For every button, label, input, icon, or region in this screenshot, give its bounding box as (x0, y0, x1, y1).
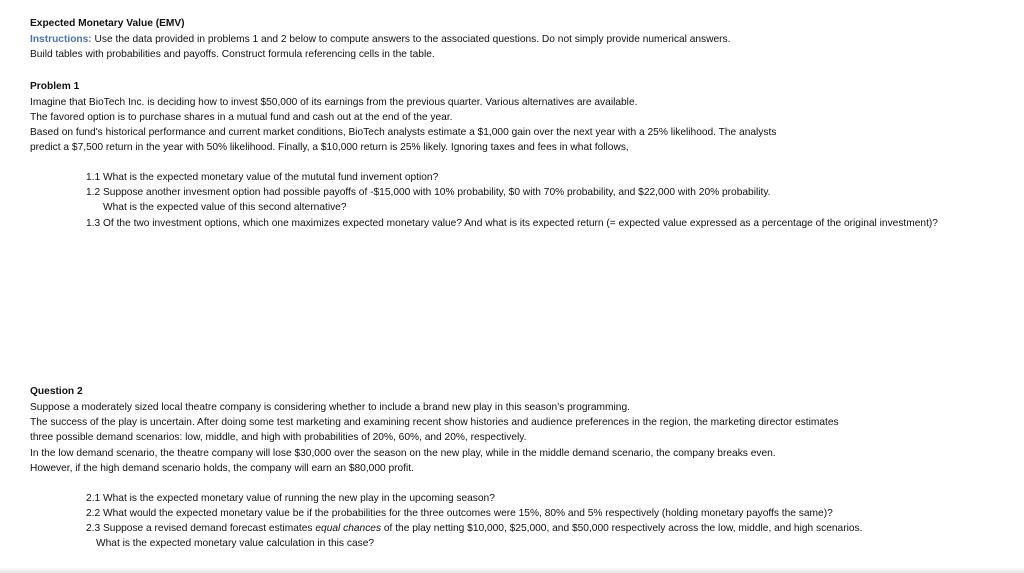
instructions-line-1 (30, 33, 730, 46)
question-2-2: 2.2 What would the expected monetary value be if the probabilities for the three outcomes were 15%, 80% and 5% respectively (holding monetary payoffs the same)? (86, 508, 833, 519)
problem1-heading: Problem 1 (30, 81, 80, 92)
question-1-1: 1.1 What is the expected monetary value of the mututal fund invement option? (86, 172, 439, 183)
problem1-text-line: Imagine that BioTech Inc. is deciding how to invest $50,000 of its earnings from the previous quarter. Various alternatives are available. (30, 97, 638, 108)
question-1-2-continued: What is the expected value of this second alternative? (103, 202, 347, 213)
question-2-3-post: of the play netting $10,000, $25,000, and $50,000 respectively across the low, middle, and high scenarios. (381, 523, 863, 534)
question2-heading: Question 2 (30, 386, 83, 397)
problem1-text-line: Based on fund's historical performance and current market conditions, BioTech analysts estimate a $1,000 gain over the next year with a 25% likelihood. The analysts (30, 127, 777, 138)
instructions-label: Instructions: (30, 34, 92, 45)
question-2-3-emphasis: equal chances (315, 523, 382, 534)
page-bottom-edge (0, 567, 1024, 573)
question-2-3 (86, 522, 862, 535)
question-1-2: 1.2 Suppose another invesment option had possible payoffs of -$15,000 with 10% probability, $0 with 70% probability, and $22,000 with 20% probability. (86, 187, 771, 198)
question-1-3: 1.3 Of the two investment options, which one maximizes expected monetary value? And what is its expected return (= expected value expressed as a percentage of the original investment)? (86, 218, 938, 229)
question2-text-line: However, if the high demand scenario holds, the company will earn an $80,000 profit. (30, 463, 414, 474)
instructions-line-2: Build tables with probabilities and payoffs. Construct formula referencing cells in the table. (30, 49, 435, 60)
question2-text-line: In the low demand scenario, the theatre company will lose $30,000 over the season on the new play, while in the middle demand scenario, the company breaks even. (30, 448, 776, 459)
question2-text-line: Suppose a moderately sized local theatre company is considering whether to include a brand new play in this season's programming. (30, 402, 630, 413)
question2-text-line: The success of the play is uncertain. After doing some test marketing and examining recent show histories and audience preferences in the region, the marketing director estimates (30, 417, 839, 428)
question-2-1: 2.1 What is the expected monetary value of running the new play in the upcoming season? (86, 493, 495, 504)
page-title: Expected Monetary Value (EMV) (30, 18, 185, 29)
problem1-text-line: The favored option is to purchase shares in a mutual fund and cash out at the end of the year. (30, 112, 453, 123)
instructions-text: Use the data provided in problems 1 and 2 below to compute answers to the associated questions. Do not simply provide numerical answers. (94, 34, 731, 45)
question-2-3-continued: What is the expected monetary value calculation in this case? (96, 538, 375, 549)
question2-text-line: three possible demand scenarios: low, middle, and high with probabilities of 20%, 60%, and 20%, respectively. (30, 432, 527, 443)
question-2-3-pre: 2.3 Suppose a revised demand forecast estimates (86, 523, 316, 534)
problem1-text-line: predict a $7,500 return in the year with 50% likelihood. Finally, a $10,000 return is 25% likely. Ignoring taxes and fees in what follows, (30, 142, 629, 153)
